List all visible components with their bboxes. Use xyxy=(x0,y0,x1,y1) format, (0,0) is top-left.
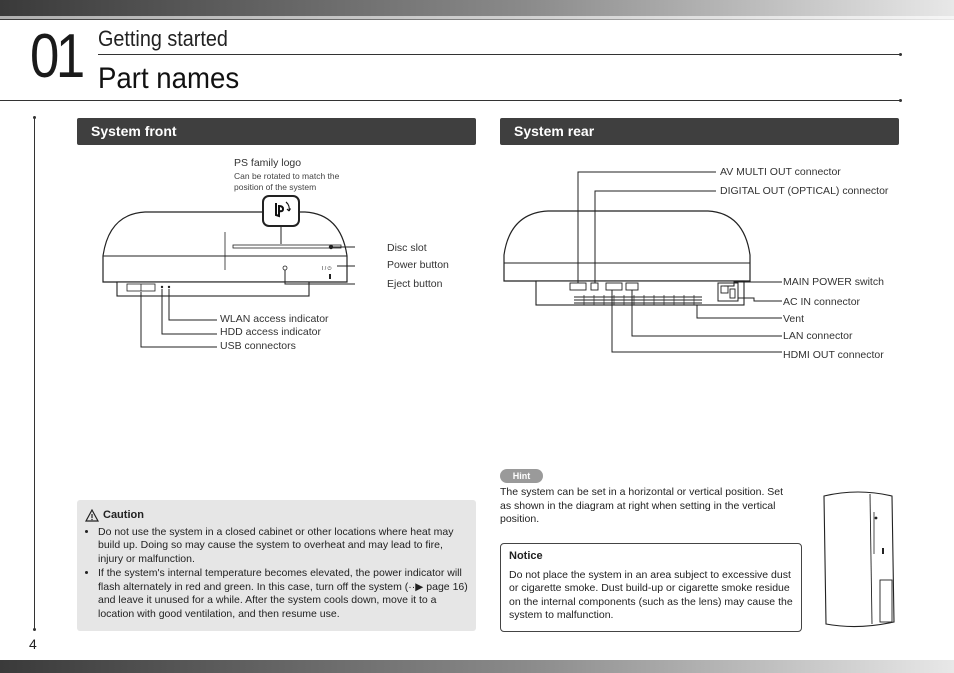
disc-slot-label: Disc slot xyxy=(387,242,427,254)
eject-button-label: Eject button xyxy=(387,278,443,290)
wlan-indicator-label: WLAN access indicator xyxy=(220,313,329,325)
header-rule-bottom xyxy=(0,100,901,101)
warning-triangle-icon xyxy=(85,509,99,522)
rule-end-dot xyxy=(899,53,902,56)
chapter-number: 01 xyxy=(30,22,82,91)
caution-box xyxy=(77,500,476,631)
rule-end-dot xyxy=(899,99,902,102)
margin-line-dot xyxy=(33,628,36,631)
hint-text: The system can be set in a horizontal or vertical position. Set as shown in the diagram at right when setting in the vertical position. xyxy=(500,486,784,525)
page-title: Part names xyxy=(98,62,240,95)
ps-logo-note: Can be rotated to match the position of the system xyxy=(234,171,340,192)
notice-box xyxy=(500,543,802,632)
top-banner-line xyxy=(0,16,954,19)
margin-line-dot xyxy=(33,116,36,119)
ps-logo-label: PS family logo xyxy=(234,157,302,169)
bottom-banner xyxy=(0,660,954,673)
page-number: 4 xyxy=(29,636,37,652)
notice-title: Notice xyxy=(509,550,543,562)
svg-text:I / ⏻: I / ⏻ xyxy=(322,266,332,272)
lan-connector-label: LAN connector xyxy=(783,330,853,342)
power-button-label: Power button xyxy=(387,259,449,271)
av-multi-out-label: AV MULTI OUT connector xyxy=(720,166,841,178)
caution-item: • If the system's internal temperature becomes elevated, the power indicator will flash alternately in red and green. In this case, turn off the system (··▶ page 16) and leave it unused for a while. After the system cools down, move it to a location with good ventilation, and then resume use. xyxy=(98,567,468,621)
margin-line xyxy=(34,118,35,630)
main-power-switch-label: MAIN POWER switch xyxy=(783,276,884,288)
system-rear-heading: System rear xyxy=(500,118,899,145)
ps-logo-icon xyxy=(266,199,294,221)
caution-title: Caution xyxy=(103,509,144,521)
hdmi-out-label: HDMI OUT connector xyxy=(783,349,884,361)
header-rule-top xyxy=(98,54,901,55)
hdd-indicator-label: HDD access indicator xyxy=(220,326,321,338)
hint-badge: Hint xyxy=(500,469,543,483)
usb-connectors-label: USB connectors xyxy=(220,340,296,352)
vertical-system-diagram xyxy=(818,488,902,634)
section-title: Getting started xyxy=(98,26,228,51)
notice-text: Do not place the system in an area subject to excessive dust or cigarette smoke. Dust build-up or cigarette smoke residue on the internal components (such as the lens) may cause the system to malfunction. xyxy=(509,568,793,621)
vent-label: Vent xyxy=(783,313,805,325)
caution-item: • Do not use the system in a closed cabinet or other locations where heat may build up. Doing so may cause the system to overheat and may lead to fire, injury or malfunction. xyxy=(98,526,468,567)
digital-out-label: DIGITAL OUT (OPTICAL) connector xyxy=(720,185,889,197)
ac-in-label: AC IN connector xyxy=(783,296,861,308)
system-front-heading: System front xyxy=(77,118,476,145)
